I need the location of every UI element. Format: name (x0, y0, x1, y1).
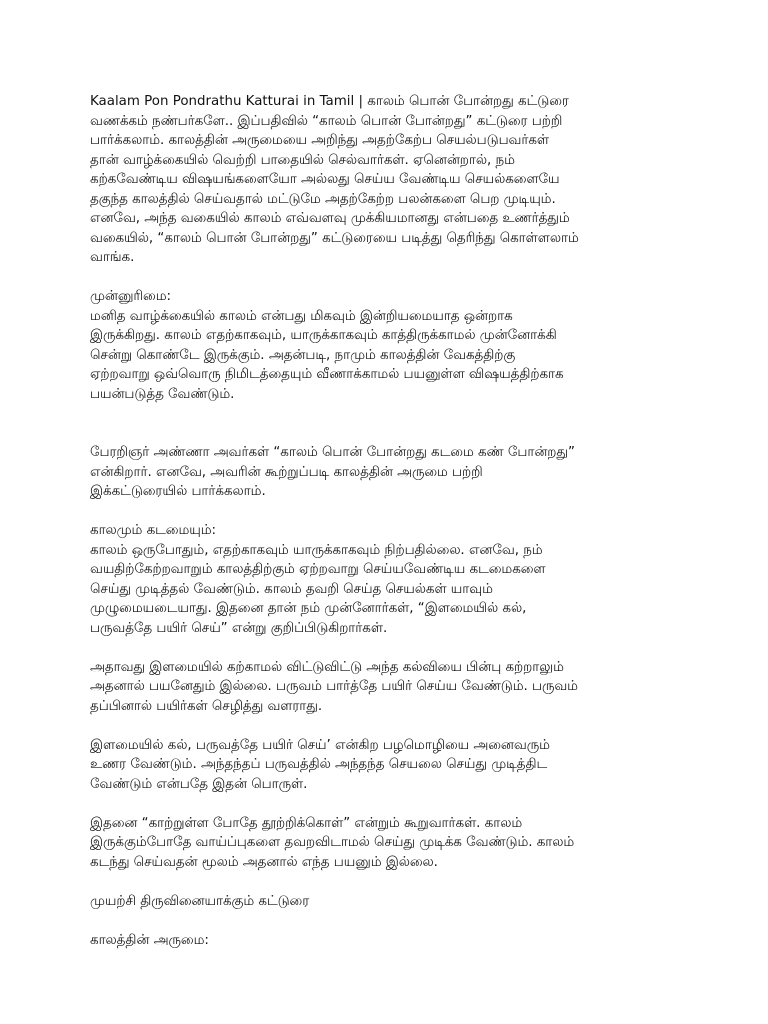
text-line: பேரறிஞர் அண்ணா அவர்கள் “காலம் பொன் போன்றது கடமை கண் போன்றது” (90, 445, 575, 460)
wind-paragraph (90, 814, 728, 873)
effort-essay-text: முயற்சி திருவினையாக்கும் கட்டுரை (90, 893, 310, 909)
intro-title-line: Kaalam Pon Pondrathu Katturai in Tamil | காலம் பொன் போன்றது கட்டுரை (90, 94, 569, 109)
duty-section (90, 521, 728, 638)
text-line: சென்று கொண்டே இருக்கும். அதன்படி, நாமும் காலத்தின் வேகத்திற்கு (90, 347, 516, 363)
value-heading: காலத்தின் அருமை: (90, 932, 209, 948)
text-line: தான் வாழ்க்கையில் வெற்றி பாதையில் செல்வார்கள். ஏனென்றால், நம் (90, 152, 515, 168)
text-line: இதனை “காற்றுள்ள போதே தூற்றிக்கொள்” என்றும் கூறுவார்கள். காலம் (90, 815, 523, 831)
text-line: இக்கட்டுரையில் பார்க்கலாம். (90, 484, 266, 499)
text-line: மனித வாழ்க்கையில் காலம் என்பது மிகவும் இன்றியமையாத ஒன்றாக (90, 308, 513, 324)
text-line: என்கிறார். எனவே, அவரின் கூற்றுப்படி காலத்தின் அருமை பற்றி (90, 464, 483, 480)
text-line: தப்பினால் பயிர்கள் செழித்து வளராது. (90, 698, 323, 714)
intro-paragraph (90, 92, 728, 268)
text-line: தகுந்த காலத்தில் செய்வதால் மட்டுமே அதற்கேற்ற பலன்களை பெற முடியும். (90, 191, 556, 207)
spacer (90, 424, 728, 444)
text-line: இருக்கிறது. காலம் எதற்காகவும், யாருக்காகவும் காத்திருக்காமல் முன்னோக்கி (90, 328, 557, 343)
text-line: வாங்க. (90, 250, 135, 265)
text-line: வணக்கம் நண்பர்களே.. இப்பதிவில் “காலம் பொன் போன்றது” கட்டுரை பற்றி (90, 113, 563, 129)
text-line: கற்கவேண்டிய விஷயங்களையோ அல்லது செய்ய வேண்டிய செயல்களையே (90, 172, 560, 187)
text-line: பயன்படுத்த வேண்டும். (90, 386, 235, 402)
text-line: ஏற்றவாறு ஒவ்வொரு நிமிடத்தையும் வீணாக்காமல் பயனுள்ள விஷயத்திற்காக (90, 367, 564, 382)
text-line: முழுமையடையாது. இதனை தான் நம் முன்னோர்கள், “இளமையில் கல், (90, 601, 527, 616)
proverb-paragraph (90, 736, 728, 795)
duty-heading: காலமும் கடமையும்: (90, 523, 217, 538)
text-line: வேண்டும் என்பதே இதன் பொருள். (90, 776, 308, 792)
text-line: வகையில், “காலம் பொன் போன்றது” கட்டுரையை படித்து தெரிந்து கொள்ளலாம் (90, 230, 579, 246)
preface-section (90, 287, 728, 404)
text-line: பார்க்கலாம். காலத்தின் அருமையை அறிந்து அதற்கேற்ப செயல்படுபவர்கள் (90, 133, 550, 148)
text-line: கடந்து செய்வதன் மூலம் அதனால் எந்த பயனும் இல்லை. (90, 854, 438, 870)
text-line: பருவத்தே பயிர் செய்” என்று குறிப்பிடுகிறார்கள். (90, 620, 388, 636)
text-line: வயதிற்கேற்றவாறும் காலத்திற்கும் ஏற்றவாறு செய்யவேண்டிய கடமைகளை (90, 562, 546, 577)
text-line: காலம் ஒருபோதும், எதற்காகவும் யாருக்காகவும் நிற்பதில்லை. எனவே, நம் (90, 542, 543, 558)
effort-line-block (90, 892, 728, 912)
text-line: அதனால் பயனேதும் இல்லை. பருவம் பார்த்தே பயிர் செய்ய வேண்டும். பருவம் (90, 679, 578, 694)
text-line: உணர வேண்டும். அந்தந்தப் பருவத்தில் அந்தந்த செயலை செய்து முடித்திட (90, 757, 548, 772)
text-line: இளமையில் கல், பருவத்தே பயிர் செய்’ என்கிற பழமொழியை அனைவரும் (90, 737, 550, 753)
text-line: இருக்கும்போதே வாய்ப்புகளை தவறவிடாமல் செய்து முடிக்க வேண்டும். காலம் (90, 835, 575, 850)
anna-quote-paragraph (90, 443, 728, 502)
text-line: எனவே, அந்த வகையில் காலம் எவ்வளவு முக்கியமானது என்பதை உணர்த்தும் (90, 211, 570, 226)
value-section (90, 931, 728, 951)
preface-heading: முன்னுரிமை: (90, 289, 171, 304)
text-line: அதாவது இளமையில் கற்காமல் விட்டுவிட்டு அந்த கல்வியை பின்பு கற்றாலும் (90, 659, 564, 675)
youth-paragraph (90, 658, 728, 717)
text-line: செய்து முடித்தல் வேண்டும். காலம் தவறி செய்த செயல்கள் யாவும் (90, 581, 493, 597)
